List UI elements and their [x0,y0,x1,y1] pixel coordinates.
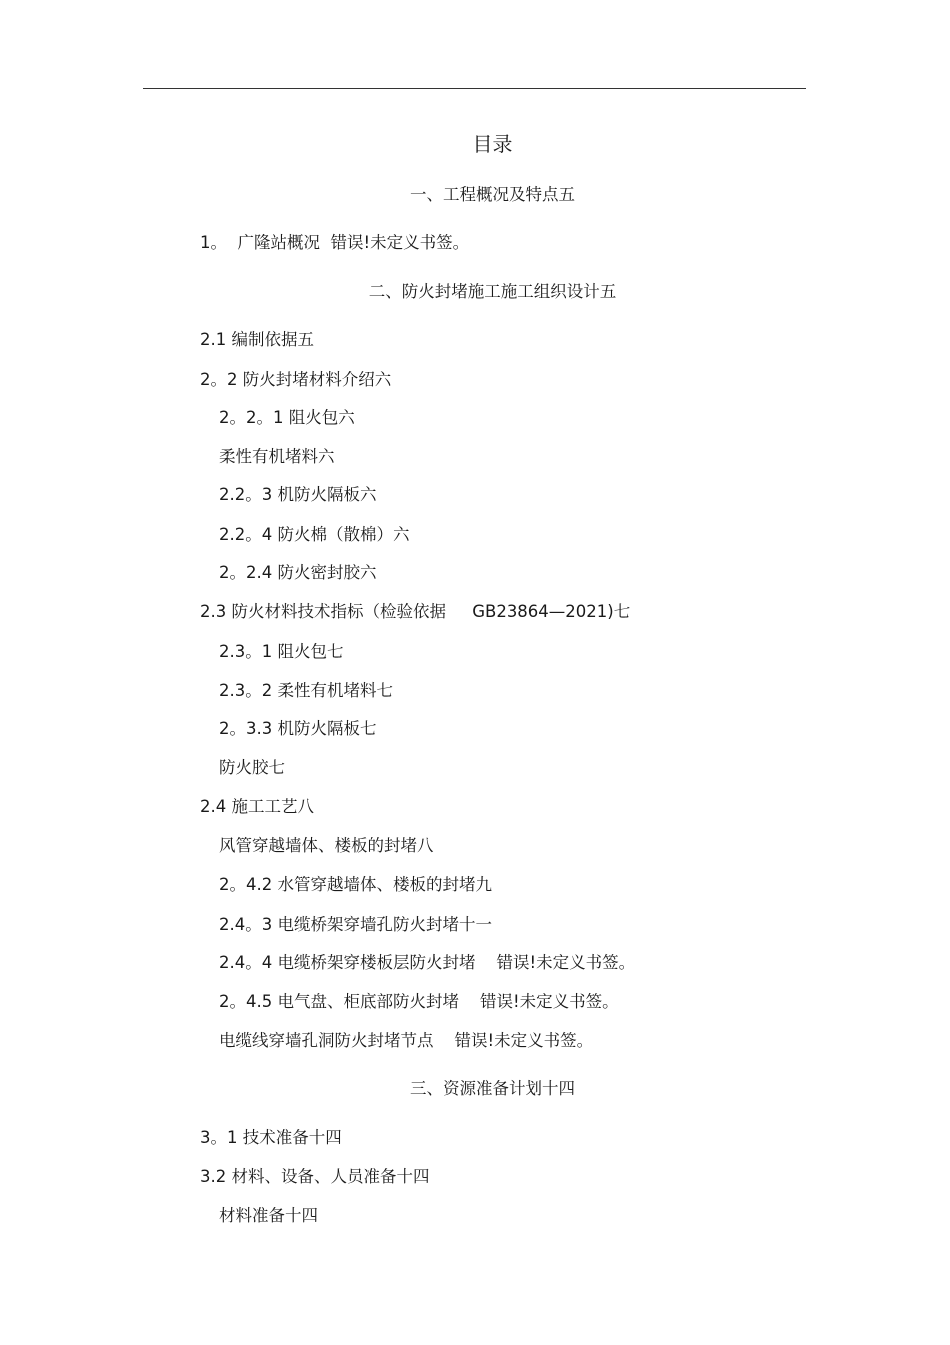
header-rule [143,88,806,89]
toc-entry: 2.4。3 电缆桥架穿墙孔防火封堵十一 [219,915,492,934]
toc-entry: 2.4。4 电缆桥架穿楼板层防火封堵 错误!未定义书签。 [219,953,636,972]
toc-title: 目录 [472,132,513,156]
toc-entry: 一、工程概况及特点五 [410,185,575,204]
toc-entry: 二、防火封堵施工施工组织设计五 [368,282,617,301]
toc-entry: 2.2。3 机防火隔板六 [219,485,377,504]
toc-entry: 2.1 编制依据五 [200,330,314,349]
toc-entry: 2。4.5 电气盘、柜底部防火封堵 错误!未定义书签。 [219,992,619,1011]
toc-entry: 2。3.3 机防火隔板七 [219,719,377,738]
toc-entry: 2。2.4 防火密封胶六 [219,563,377,582]
toc-entry: 三、资源准备计划十四 [410,1079,575,1098]
toc-entry: 2.3。2 柔性有机堵料七 [219,681,393,700]
toc-entry: 材料准备十四 [219,1206,318,1225]
toc-entry: 2.3。1 阻火包七 [219,642,344,661]
toc-entry: 2.2。4 防火棉（散棉）六 [219,525,410,544]
toc-entry: 3。1 技术准备十四 [200,1128,342,1147]
toc-entry: 2。4.2 水管穿越墙体、楼板的封堵九 [219,875,492,894]
toc-entry: 1。 广隆站概况 错误!未定义书签。 [200,233,470,252]
toc-entry: 防火胶七 [219,758,285,777]
toc-entry: 2。2。1 阻火包六 [219,408,355,427]
toc-entry: 2.4 施工工艺八 [200,797,314,816]
toc-entry: 2。2 防火封堵材料介绍六 [200,370,392,389]
toc-entry: 3.2 材料、设备、人员准备十四 [200,1167,430,1186]
toc-entry: 风管穿越墙体、楼板的封堵八 [219,836,434,855]
toc-entry: 2.3 防火材料技术指标（检验依据 GB23864—2021)七 [200,602,631,621]
toc-entry: 柔性有机堵料六 [219,447,335,466]
toc-entry: 电缆线穿墙孔洞防火封堵节点 错误!未定义书签。 [219,1031,594,1050]
